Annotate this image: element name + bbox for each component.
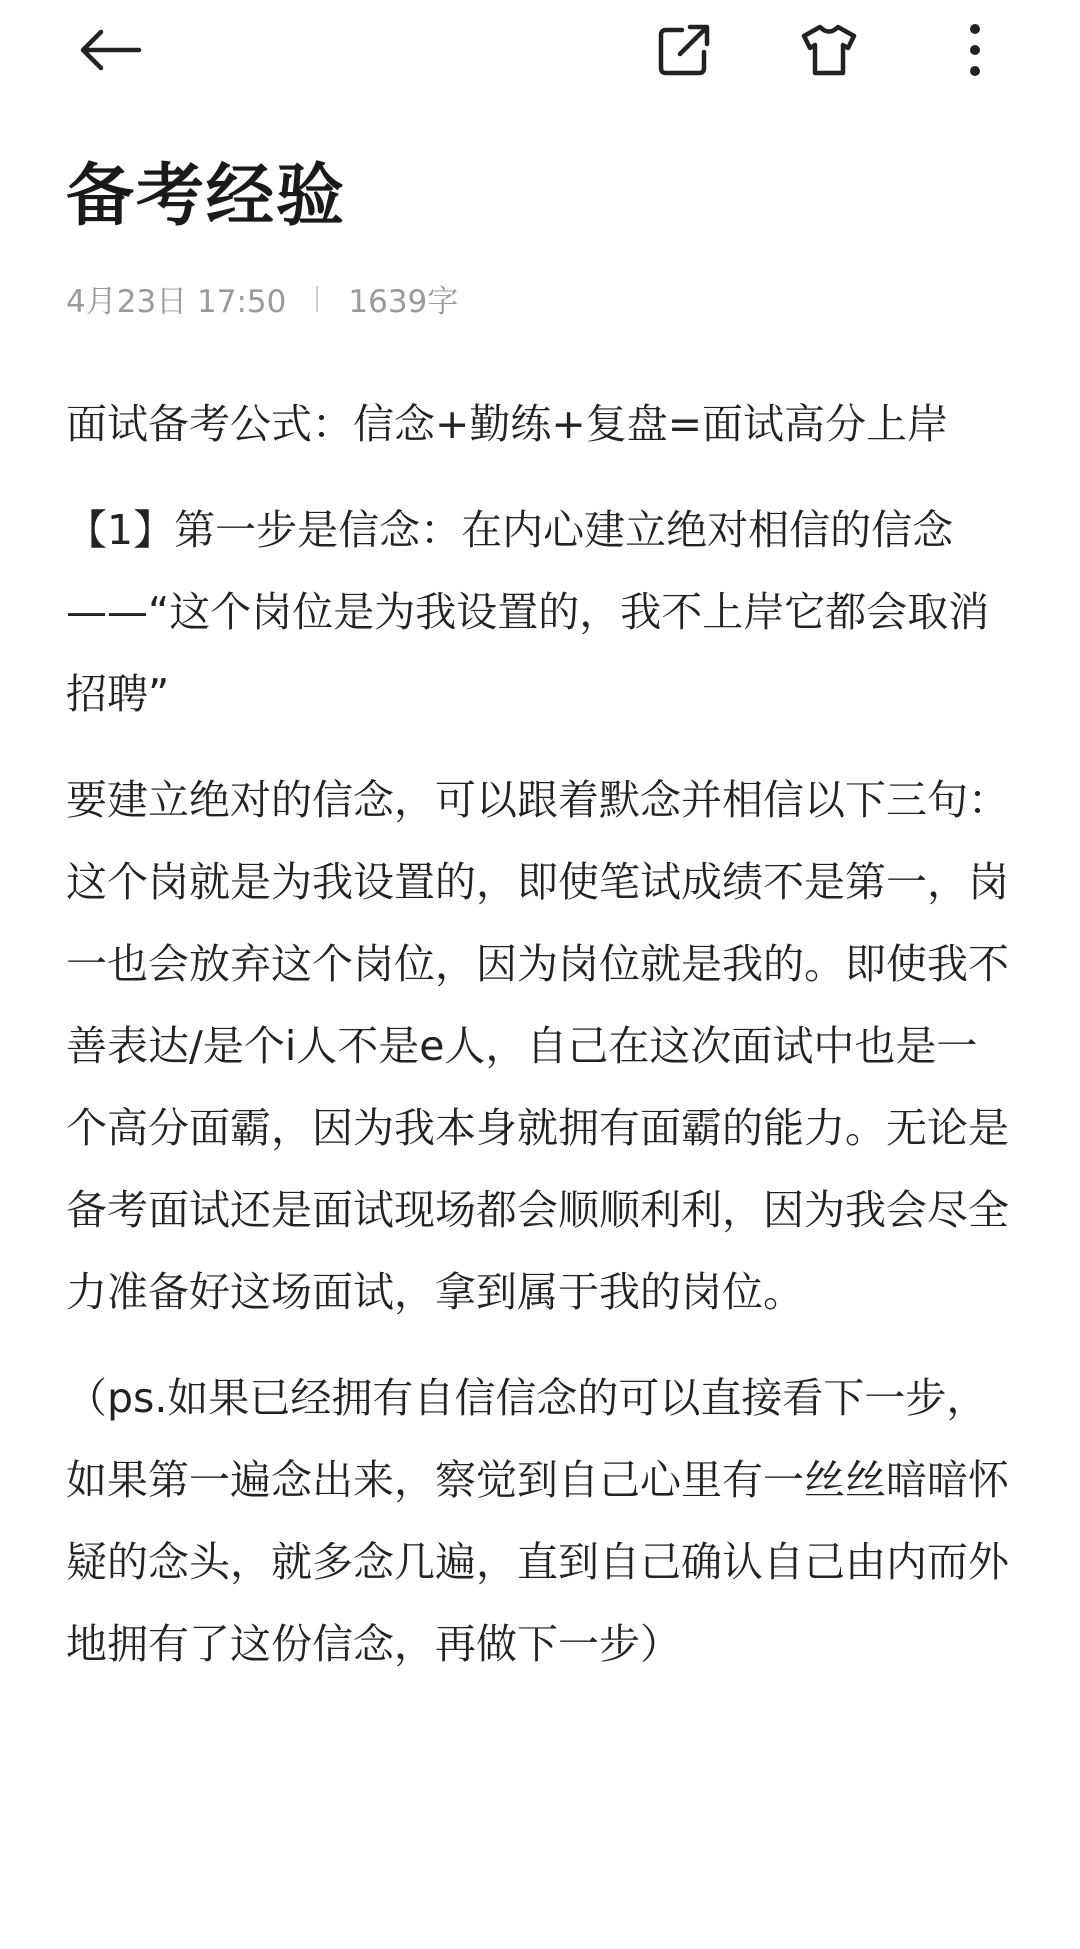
note-date: 4月23日 17:50 <box>66 284 287 320</box>
paragraph: 【1】第一步是信念：在内心建立绝对相信的信念——“这个岗位是为我设置的，我不上岸它都会取消招聘” <box>66 506 990 718</box>
arrow-left-icon <box>77 28 143 72</box>
more-vertical-icon <box>968 23 982 77</box>
meta-divider <box>316 286 318 312</box>
more-button[interactable] <box>939 14 1011 86</box>
note-word-count: 1639字 <box>348 284 459 320</box>
share-external-icon <box>656 22 712 78</box>
tshirt-icon <box>800 22 858 78</box>
theme-button[interactable] <box>793 14 865 86</box>
paragraph: 面试备考公式：信念+勤练+复盘=面试高分上岸 <box>66 400 949 448</box>
note-meta <box>66 276 458 321</box>
share-button[interactable] <box>648 14 720 86</box>
note-body[interactable] <box>66 383 1016 1685</box>
back-button[interactable] <box>74 14 146 86</box>
note-title: 备考经验 <box>66 157 347 236</box>
paragraph: 要建立绝对的信念，可以跟着默念并相信以下三句：这个岗就是为我设置的，即使笔试成绩不是第一，岗一也会放弃这个岗位，因为岗位就是我的。即使我不善表达/是个i人不是e人，自己在这次面试中也是一个高分面霸，因为我本身就拥有面霸的能力。无论是备考面试还是面试现场都会顺顺利利，因为我会尽全力准备好这场面试，拿到属于我的岗位。 <box>66 776 1009 1316</box>
top-toolbar <box>0 0 1080 100</box>
paragraph: （ps.如果已经拥有自信信念的可以直接看下一步，如果第一遍念出来，察觉到自己心里有一丝丝暗暗怀疑的念头，就多念几遍，直到自己确认自己由内而外地拥有了这份信念，再做下一步） <box>66 1374 1009 1668</box>
